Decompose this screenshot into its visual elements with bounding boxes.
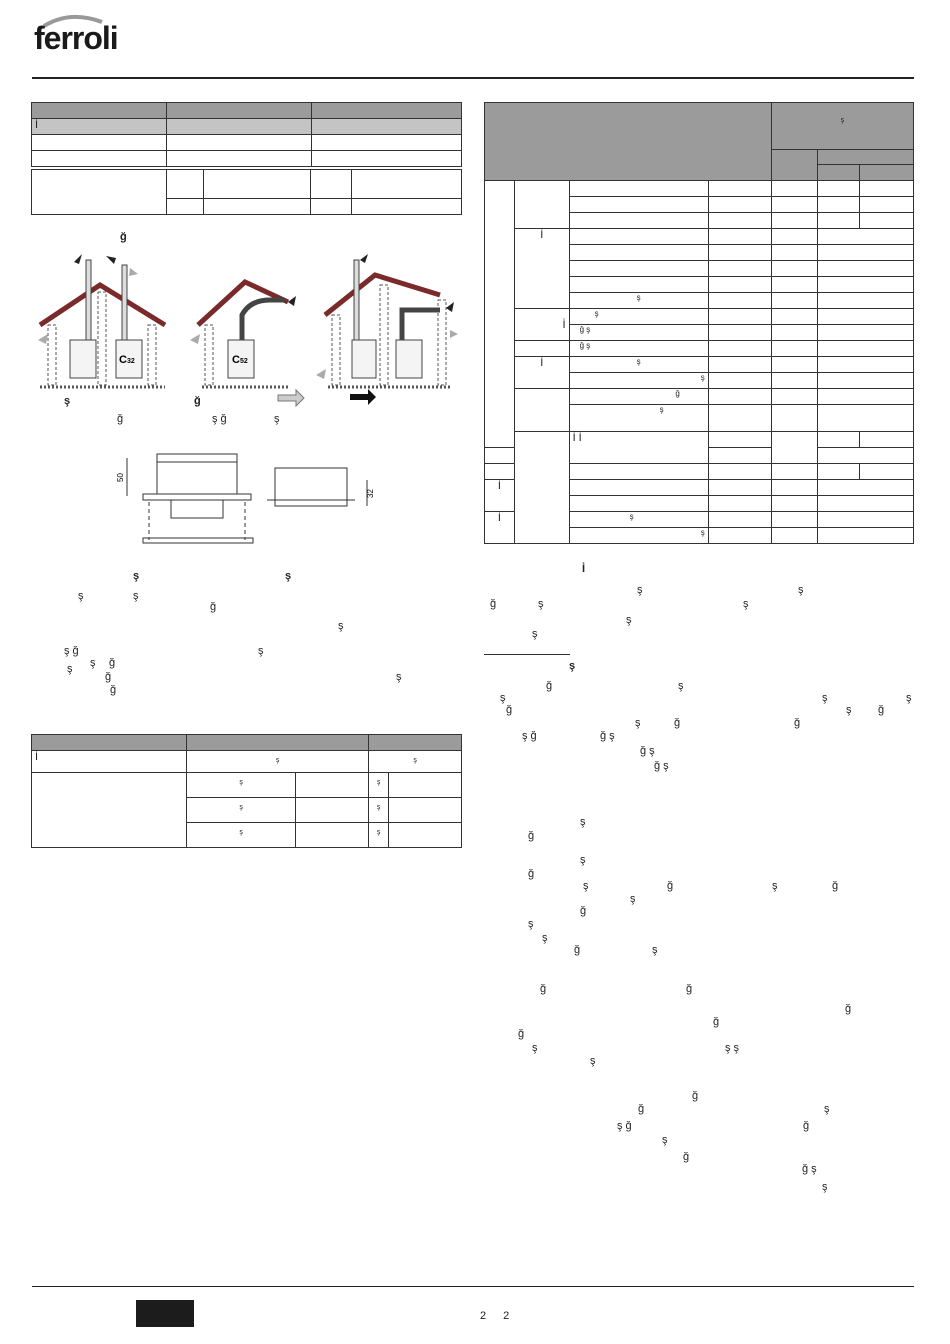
- table-cell: ş: [369, 823, 389, 848]
- right-glyph-25: ğ: [528, 830, 535, 842]
- house-3: [316, 254, 458, 405]
- right-glyph-18: ğ: [674, 717, 681, 729]
- right-glyph-48: ş: [824, 1103, 830, 1115]
- right-glyph-38: ğ: [540, 983, 547, 995]
- spec-table-1: [31, 102, 462, 167]
- left-glyph-0: ğ: [120, 231, 127, 243]
- table-cell: İ: [32, 751, 187, 773]
- left-glyph-5: ş: [274, 413, 280, 425]
- right-glyph-9: ğ: [546, 680, 553, 692]
- left-glyph-6: ş: [133, 570, 140, 582]
- right-glyph-3: ğ: [490, 598, 497, 610]
- right-glyph-50: ğ: [803, 1120, 810, 1132]
- right-glyph-37: ş: [652, 944, 658, 956]
- right-glyph-8: ş: [569, 660, 576, 672]
- table-cell: İ: [485, 480, 515, 512]
- table-cell: ş: [569, 357, 708, 373]
- right-glyph-53: ğ ş: [802, 1163, 817, 1175]
- house-1: [38, 254, 165, 387]
- right-glyph-46: ğ: [692, 1090, 699, 1102]
- table-cell: ş: [569, 293, 708, 309]
- left-glyph-10: ğ: [210, 601, 217, 613]
- right-glyph-28: ş: [583, 880, 589, 892]
- left-glyph-17: ğ: [105, 671, 112, 683]
- table-cell: İ: [514, 357, 569, 389]
- right-glyph-12: ş: [822, 692, 828, 704]
- right-glyph-6: ş: [626, 614, 632, 626]
- right-glyph-43: ş: [532, 1042, 538, 1054]
- table-cell: ş: [369, 773, 389, 798]
- table-cell: ş: [187, 823, 296, 848]
- left-glyph-18: ş: [396, 671, 402, 683]
- table-cell: İ: [485, 512, 515, 544]
- right-glyph-2: ş: [798, 584, 804, 596]
- right-glyph-1: ş: [637, 584, 643, 596]
- right-glyph-10: ş: [678, 680, 684, 692]
- right-glyph-21: ğ ş: [640, 745, 655, 757]
- page-number: 2 2: [480, 1310, 510, 1322]
- left-glyph-3: ğ: [194, 395, 201, 407]
- table-cell: İ İ: [569, 432, 708, 464]
- left-glyph-7: ş: [285, 570, 292, 582]
- left-glyph-1: ş: [64, 395, 71, 407]
- left-glyph-19: ğ: [110, 684, 117, 696]
- right-glyph-20: ğ ş: [600, 730, 615, 742]
- left-glyph-8: ş: [78, 590, 84, 602]
- right-glyph-44: ş ş: [725, 1042, 740, 1054]
- right-glyph-17: ş: [635, 717, 641, 729]
- right-glyph-47: ğ: [638, 1103, 645, 1115]
- right-glyph-26: ş: [580, 854, 586, 866]
- right-glyph-22: ğ ş: [654, 760, 669, 772]
- brand-wordmark: ferroli: [34, 20, 118, 56]
- table-cell: İ: [514, 229, 569, 309]
- table-cell: ş: [369, 798, 389, 823]
- table-cell: ş: [187, 773, 296, 798]
- right-glyph-27: ğ: [528, 868, 535, 880]
- right-glyph-52: ğ: [683, 1151, 690, 1163]
- right-glyph-45: ş: [590, 1055, 596, 1067]
- right-glyph-13: ş: [846, 704, 852, 716]
- right-glyph-31: ğ: [832, 880, 839, 892]
- table-cell: ş: [569, 528, 708, 544]
- table-cell: ğ ş: [569, 325, 708, 341]
- table-cell: ş: [569, 309, 708, 325]
- footer-rule: [32, 1286, 914, 1287]
- right-glyph-51: ş: [662, 1134, 668, 1146]
- right-glyph-23: ğ: [794, 717, 801, 729]
- flue-length-table: [484, 102, 914, 544]
- label-c32: C32: [119, 354, 135, 366]
- table-cell: ş: [187, 798, 296, 823]
- footer-language-tab: [136, 1300, 194, 1327]
- label-c52: C52: [232, 354, 248, 366]
- table-cell: İ: [514, 309, 569, 341]
- table-cell: ş: [569, 405, 708, 432]
- terminal-dimension-drawing: [115, 440, 385, 550]
- right-glyph-40: ğ: [845, 1003, 852, 1015]
- left-glyph-14: ş: [67, 663, 73, 675]
- table-cell: ğ: [569, 389, 708, 405]
- right-glyph-16: ğ: [878, 704, 885, 716]
- table-cell: İ: [32, 119, 167, 135]
- right-glyph-32: ş: [630, 893, 636, 905]
- table-cell: ş: [187, 751, 369, 773]
- right-glyph-7: ş: [532, 628, 538, 640]
- spec-table-1b: [31, 169, 462, 215]
- right-glyph-11: ş: [500, 692, 506, 704]
- left-glyph-15: ş: [90, 657, 96, 669]
- left-glyph-9: ş: [133, 590, 139, 602]
- brand-logo: [30, 12, 120, 60]
- right-glyph-30: ş: [772, 880, 778, 892]
- right-glyph-19: ş ğ: [522, 730, 537, 742]
- right-glyph-5: ş: [743, 598, 749, 610]
- right-glyph-24: ş: [580, 816, 586, 828]
- table-cell: ş: [369, 751, 462, 773]
- table-cell: ş: [569, 373, 708, 389]
- left-glyph-4: ş ğ: [212, 413, 227, 425]
- right-glyph-34: ş: [528, 918, 534, 930]
- right-glyph-42: ğ: [518, 1028, 525, 1040]
- right-glyph-39: ğ: [686, 983, 693, 995]
- dim-label-32: 32: [366, 489, 375, 498]
- left-glyph-11: ş: [338, 620, 344, 632]
- right-glyph-14: ğ: [506, 704, 513, 716]
- spec-table-2: [31, 734, 462, 848]
- section-rule: [484, 654, 570, 655]
- left-glyph-2: ğ: [117, 413, 124, 425]
- table-cell: ş: [771, 103, 913, 150]
- right-glyph-36: ğ: [574, 944, 581, 956]
- right-glyph-49: ş ğ: [617, 1120, 632, 1132]
- flue-installation-figure: [30, 230, 470, 430]
- header-rule: [32, 77, 914, 79]
- right-glyph-4: ş: [538, 598, 544, 610]
- right-glyph-41: ğ: [713, 1016, 720, 1028]
- left-glyph-12: ş ğ: [64, 645, 79, 657]
- dim-label-50: 50: [116, 473, 125, 482]
- left-glyph-13: ş: [258, 645, 264, 657]
- right-glyph-29: ğ: [667, 880, 674, 892]
- table-cell: ğ ş: [569, 341, 708, 357]
- right-glyph-0: İ: [582, 563, 586, 575]
- right-glyph-33: ğ: [580, 905, 587, 917]
- house-2: [190, 282, 304, 406]
- table-cell: ş: [569, 512, 708, 528]
- right-glyph-35: ş: [542, 932, 548, 944]
- left-glyph-16: ğ: [109, 657, 116, 669]
- right-glyph-15: ş: [906, 692, 912, 704]
- right-glyph-54: ş: [822, 1181, 828, 1193]
